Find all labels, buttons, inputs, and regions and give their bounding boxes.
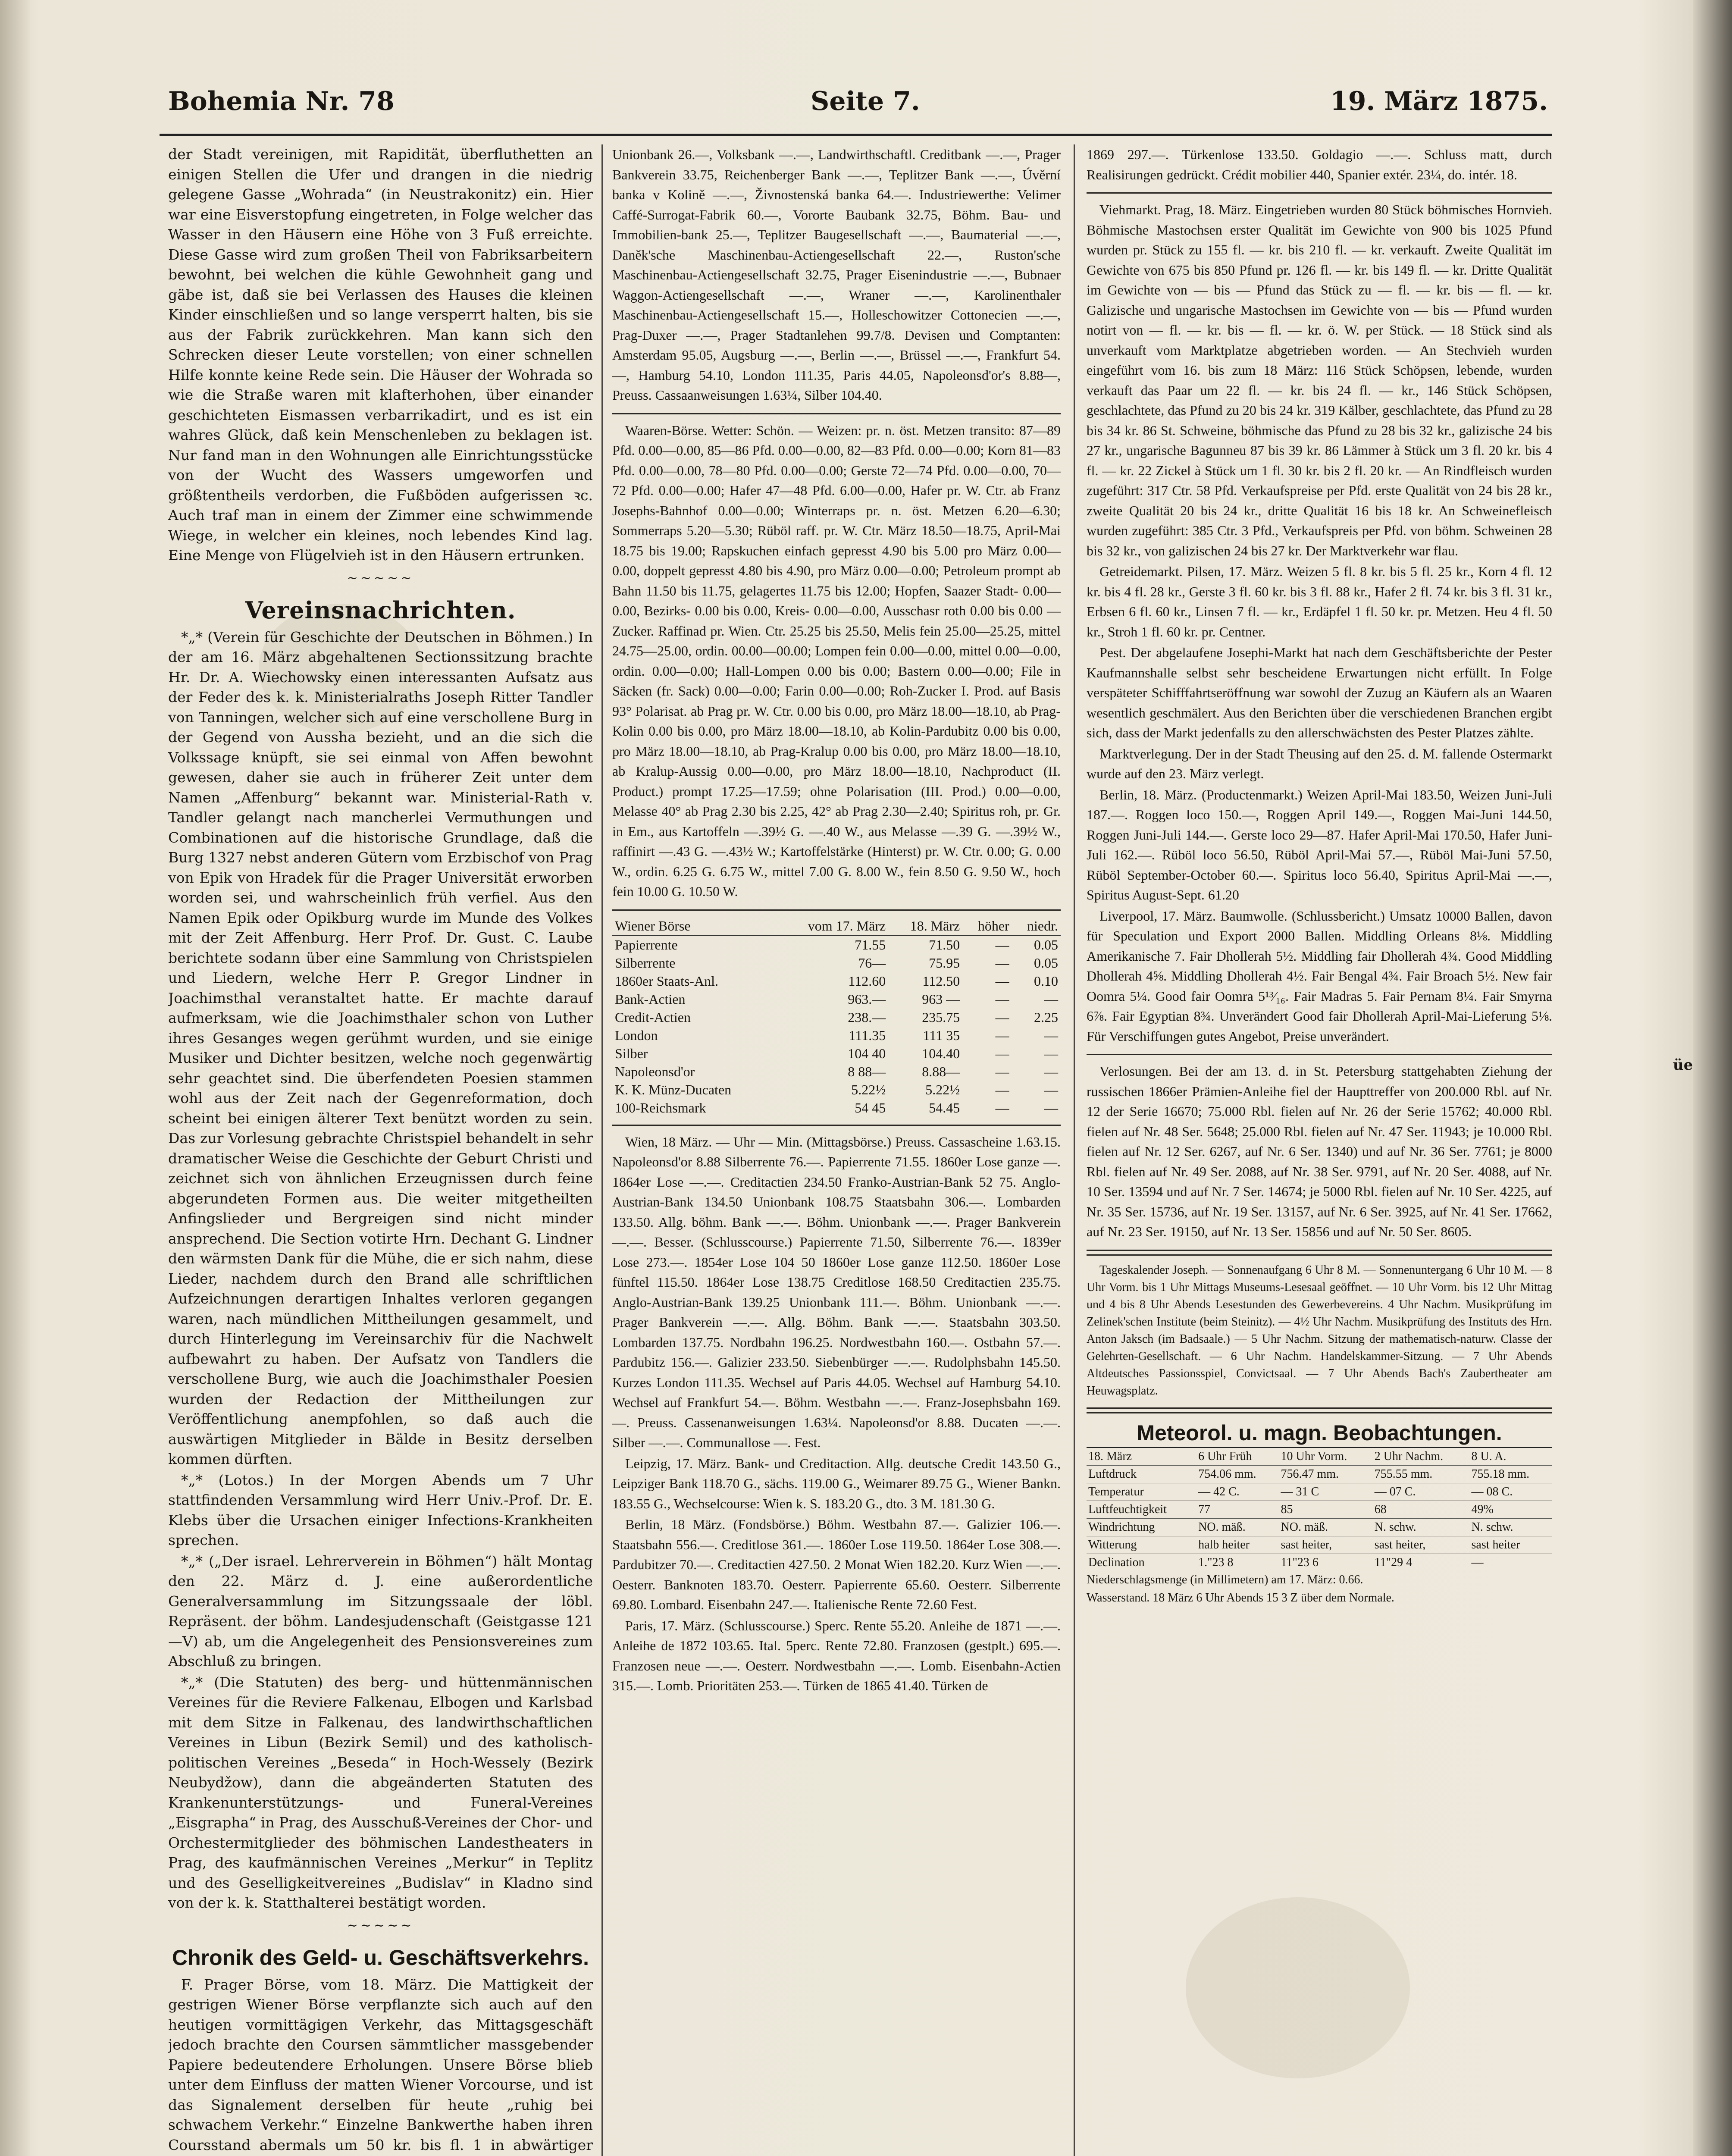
meteo-table [1087,1447,1552,1571]
table-cell: 111.35 [849,1027,886,1043]
table-cell: 68 [1373,1501,1470,1519]
article-berlin-producten: Berlin, 18. März. (Productenmarkt.) Weizen April-Mai 183.50, Weizen Juni-Juli 187.—. Roggen loco 150.—, Roggen April 149.—, Roggen Mai-Juni 144.50, Roggen Juni-Juli 144.—. Gerste loco 29—87. Hafer April-Mai 170.50, Hafer Juni-Juli 162.—. Rüböl loco 56.50, Rüböl April-Mai 57.—, Rüböl Mai-Juni 57.50, Rüböl September-October 60.—. Spiritus loco 56.40, Spiritus April-Mai —.—, Spiritus August-Sept. 61.20 [1087,787,1552,903]
table-cell: 77 [1196,1501,1279,1519]
table-cell: 71.50 [929,937,960,953]
table-cell: — 08 C. [1470,1483,1552,1501]
table-cell: 0.10 [1034,973,1058,989]
page-edge-right [1693,0,1732,2156]
table-cell: Napoleonsd'or [615,1063,695,1079]
separator-rule [612,413,1061,414]
table-cell: — 31 C [1279,1483,1373,1501]
article-prager-boerse: F. Prager Börse, vom 18. März. Die Mattigkeit der gestrigen Wiener Börse verpflanzte sich auch auf den heutigen vormittägigen Verkehr, das Mittagsgeschäft jedoch brachte den Coursen sämmtlicher massgebender Papiere bedeutendere Erholungen. Unsere Börse blieb unter dem Einfluss der matten Wiener Vorcourse, und ist das Signalement derselben für heute „ruhig bei schwachem Verkehr.“ Einzelne Bankwerthe haben ihren Coursstand abermals um 50 kr. bis fl. 1 in abwärtiger [168,1976,593,2153]
table-cell: — [995,1081,1009,1097]
table-cell: 104.40 [922,1045,960,1061]
table-cell: — [1044,1045,1058,1061]
table-cell: 5.22½ [851,1081,886,1097]
table-cell: — [995,1009,1009,1025]
separator-rule [612,1125,1061,1126]
table-cell: 1860er Staats-Anl. [615,973,718,989]
table-cell: 54 45 [855,1100,886,1116]
meteo-row [1087,1501,1552,1519]
table-cell: 100-Reichsmark [615,1100,706,1116]
table-header: vom 17. März [777,917,889,935]
table-cell: — [995,991,1009,1007]
table-row [612,1026,1061,1044]
article-getreidemarkt: Getreidemarkt. Pilsen, 17. März. Weizen 5 fl. 8 kr. bis 5 fl. 25 kr., Korn 4 fl. 12 kr. bis 4 fl. 28 kr., Gerste 3 fl. 60 kr. bis 3 fl. 88 kr., Hafer 2 fl. 74 kr. bis 3 fl. 31 kr., Erbsen 6 fl. 60 kr., Linsen 7 fl. — kr., Erdäpfel 1 fl. 50 kr. pr. Metzen. Heu 4 fl. 50 kr., Stroh 1 fl. 60 kr. pr. Centner. [1087,564,1552,639]
table-cell: 1."23 8 [1196,1554,1279,1572]
table-cell: 8 88— [848,1063,886,1079]
table-cell: — [995,973,1009,989]
table-cell: 49% [1470,1501,1552,1519]
article-berlin-fonds: Berlin, 18 März. (Fondsbörse.) Böhm. Westbahn 87.—. Galizier 106.—. Staatsbahn 556.—. Creditlose 361.—. 1860er Lose 119.50. 1864er Lose 308.—. Pardubitzer 70.—. Creditactien 427.50. 2 Monat Wien 182.20. Kurz Wien —.—. Oesterr. Banknoten 183.70. Oesterr. Papierrente 65.60. Oesterr. Silberrente 69.80. Lombard. Eisenbahn 247.—. Italienische Rente 72.60 Fest. [612,1517,1061,1612]
table-cell: 111 35 [923,1027,960,1043]
table-cell: 76— [858,955,886,971]
table-cell: 2.25 [1034,1009,1058,1025]
meteo-row [1087,1554,1552,1572]
table-cell: 755.18 mm. [1470,1466,1552,1483]
table-cell: — [995,1045,1009,1061]
table-cell: — [1044,1100,1058,1116]
table-cell: — [1470,1554,1552,1572]
table-cell: halb heiter [1196,1536,1279,1554]
article-pest: Pest. Der abgelaufene Josephi-Markt hat nach dem Geschäftsberichte der Pester Kaufmannshalle selbst sehr bescheidene Erwartungen nicht erfüllt. In Folge verspäteter Schifffahrtseröffnung war sowohl der Zuzug an Käufern als an Waaren wesentlich geschmälert. Aus den Berichten über die verschiedenen Branchen ergibt sich, dass der Markt jedenfalls zu den allerschwächsten des Pester Platzes zählte. [1087,645,1552,740]
table-header: niedr. [1012,917,1061,935]
meteo-row [1087,1448,1552,1466]
table-row [612,990,1061,1008]
table-cell: Temperatur [1087,1483,1196,1501]
article-wien: Wien, 18 März. — Uhr — Min. (Mittagsbörse.) Preuss. Cassascheine 1.63.15. Napoleonsd'or 8.88 Silberrente 76.—. Papierrente 71.55. 1860er Lose ganze —. 1864er Lose —.—. Creditactien 234.50 Franko-Austrian-Bank 52 75. Anglo-Austrian-Bank 134.50 Unionbank 108.75 Staatsbahn 306.—. Lombarden 133.50. Allg. böhm. Bank —.—. Böhm. Unionbank —.—. Prager Bankverein —.—. Besser. (Schlusscourse.) Papierrente 71.50, Silberrente 76.—. 1839er Lose 273.—. 1854er Lose 104 50 1860er Lose ganze 112.50. 1860er Lose fünftel 115.50. 1864er Lose 138.75 Creditlose 168.50 Creditactien 235.75. Anglo-Austrian-Bank 139.25 Unionbank 111.—. Böhm. Unionbank —.—. Prager Bankverein —.—. Allg. Böhm. Bank —.—. Staatsbahn 303.50. Lombarden 137.75. Nordbahn 196.25. Nordwestbahn 160.—. Ostbahn 57.—. Pardubitz 156.—. Galizier 233.50. Siebenbürger —.—. Rudolphsbahn 145.50. Kurzes London 111.35. Wechsel auf Paris 44.05. Wechsel auf Hamburg 54.10. Wechsel auf Frankfurt 54.—. Böhm. Westbahn —.—. Franz-Josephsbahn 169.—. Preuss. Cassenanweisungen 1.63¼. Napoleonsd'or 8.88. Ducaten —.—. Silber —.—. Communallose —. Fest. [612,1134,1061,1450]
table-row [612,954,1061,972]
table-cell: Papierrente [615,937,678,953]
table-cell: 963 — [922,991,960,1007]
table-cell: 112.60 [848,973,886,989]
page-number: Seite 7. [811,86,920,116]
table-cell: 18. März [1087,1448,1196,1466]
column-1 [168,144,593,2156]
separator-rule [612,909,1061,911]
separator-double-rule [1087,1407,1552,1413]
table-cell: N. schw. [1470,1519,1552,1536]
column-rule [601,144,603,2156]
meteo-precipitation: Niederschlagsmenge (in Millimetern) am 17. März: 0.66. [1087,1573,1363,1586]
table-cell: sast heiter [1470,1536,1552,1554]
separator-rule [1087,192,1552,194]
meteo-title: Meteorol. u. magn. Beobachtungen. [1137,1420,1502,1445]
column-3 [1087,144,1552,2156]
table-cell: Luftdruck [1087,1466,1196,1483]
table-row [612,1081,1061,1099]
meteo-row [1087,1483,1552,1501]
table-cell: NO. mäß. [1279,1519,1373,1536]
table-cell: — [995,1100,1009,1116]
table-row [612,935,1061,954]
newspaper-title: Bohemia Nr. 78 [168,86,395,116]
table-cell: 10 Uhr Vorm. [1279,1448,1373,1466]
article-liverpool: Liverpool, 17. März. Baumwolle. (Schlussbericht.) Umsatz 10000 Ballen, davon für Speculation und Export 2000 Ballen. Middling Orleans 8⅛. Middling Amerikanische 7. Fair Dhollerah 5½. Middling fair Dhollerah 4¾. Good Middling Dhollerah 4⅝. Middling Dhollerah 4½. Fair Bengal 4¾. Fair Broach 5½. New fair Oomra 5¼. Good fair Oomra 5¹³⁄₁₆. Fair Madras 5. Fair Pernam 8¼. Fair Smyrna 6⅞. Fair Egyptian 8¾. Unverändert Good fair Dhollerah April-Mai-Lieferung 5⅛. Für Verschiffungen gutes Angebot, Preise unverändert. [1087,908,1552,1044]
meteo-row [1087,1536,1552,1554]
section-title-chronik: Chronik des Geld- u. Geschäftsverkehrs. [172,1946,589,1970]
table-cell: 75.95 [929,955,960,971]
article-paris: Paris, 17. März. (Schlusscourse.) Sperc. Rente 55.20. Anleihe de 1871 —.—. Anleihe de 1872 103.65. Ital. 5perc. Rente 72.80. Franzosen (gestplt.) 695.—. Franzosen neue —.—. Oesterr. Nordwestbahn —.—. Lomb. Eisenbahn-Actien 315.—. Lomb. Prioritäten 253.—. Türken de 1865 41.40. Türken de [612,1617,1061,1693]
table-cell: — 42 C. [1196,1483,1279,1501]
separator-rule [1087,1054,1552,1055]
page-edge-left [0,0,30,2156]
table-cell: sast heiter, [1279,1536,1373,1554]
table-cell: NO. mäß. [1196,1519,1279,1536]
table-cell: 8 U. A. [1470,1448,1552,1466]
table-cell: Silber [615,1045,648,1061]
table-cell: 235.75 [922,1009,960,1025]
article-waaren-boerse: Waaren-Börse. Wetter: Schön. — Weizen: pr. n. öst. Metzen transito: 87—89 Pfd. 0.00—0.00, 85—86 Pfd. 0.00—0.00, 82—83 Pfd. 0.00—0.00; Korn 81—83 Pfd. 0.00—0.00, 78—80 Pfd. 0.00—0.00; Gerste 72—74 Pfd. 0.00—0.00, 70—72 Pfd. 0.00—0.00; Hafer 47—48 Pfd. 6.00—0.00, Hafer pr. W. Ctr. ab Franz Josephs-Bahnhof 0.00—0.00; Winterraps pr. n. öst. Metzen 6.20—6.30; Sommerraps 5.20—5.30; Rüböl raff. pr. W. Ctr. März 18.50—18.75, April-Mai 18.75 bis 19.00; Rapskuchen einfach gepresst 4.90 bis 5.00 pro März 0.00—0.00, doppelt gepresst 4.80 bis 4.90, pro März 0.00—0.00; Petroleum prompt ab Bahn 11.50 bis 11.75, gelagertes 11.75 bis 12.00; Hopfen, Saazer Stadt- 0.00—0.00, Bezirks- 0.00 bis 0.00, Kreis- 0.00—0.00, Ausschasr roth 0.00 bis 0.00 — Zucker. Raffinad pr. Wien. Ctr. 25.25 bis 25.50, Melis fein 25.00—25.25, mittel 24.75—25.00, ordin. 00.00—00.00; Lompen fein 0.00—0.00, mittel 0.00—0.00, ordin. 0.00—0.00; Hall-Lompen 0.00 bis 0.00; Bastern 0.00—0.00; File in Säcken (fr. Sack) 0.00—0.00; Farin 0.00—0.00; Roh-Zucker I. Prod. auf Basis 93° Polarisat. ab Prag pr. W. Ctr. 0.00 bis 0.00, pro März 18.00—18.10, ab Prag-Kolin 0.00 bis 0.00, pro März 18.00—18.10, ab Kolin-Pardubitz 0.00 bis 0.00, pro März 18.00—18.10, ab Prag-Kralup 0.00 bis 0.00, pro März 18.00—18.10, ab Kralup-Aussig 0.00—0.00, pro März 18.00—18.10, Nachproduct (II. Product.) prompt 17.25—17.59; ohne Polarisation (III. Prod.) 0.00—0.00, Melasse 40° ab Prag 2.30 bis 2.25, 42° ab Prag 2.30—2.40; Spiritus roh, pr. Gr. in Em., aus Kartoffeln —.39½ G. —.40 W., aus Melasse —.39 G. —.39½ W., raffinirt —.43 G. —.43½ W.; Kartoffelstärke (Hinterst) pr. W. Ctr. 0.00; G. 0.00 W., ordin. 6.25 G. 6.75 W., mittel 7.00 G. 8.00 W., fein 8.50 G. 9.50 W., hoch fein 10.00 G. 10.50 W. [612,422,1061,899]
article-verein-geschichte: *„* (Verein für Geschichte der Deutschen in Böhmen.) In der am 16. März abgehaltenen Sectionssitzung brachte Hr. Dr. A. Wiechowsky einen interessanten Aufsatz aus der Feder des k. k. Ministerialraths Joseph Ritter Tandler von Tanningen, welcher sich auf eine verschollene Burg in der Gegend von Aussha bezieht, und an die sich die Volkssage knüpft, sie sei einmal von Affen bewohnt gewesen, daher sie auch in früherer Zeit unter dem Namen „Affenburg“ bekannt war. Ministerial-Rath v. Tandler gelangt nach mancherlei Vermuthungen und Combinationen auf die historische Grundlage, daß die Burg 1327 nebst anderen Gütern vom Erzbischof von Prag von Epik von Hradek für die Prager Universität erworben worden sei, und wahrscheinlich früh verfiel. Aus den Namen Epik oder Opikburg wurde im Munde des Volkes mit der Zeit Affenburg. Herr Prof. Dr. Gust. C. Laube berichtete sodann über eine Sammlung von Christspielen und Liedern, welche Herr P. Gregor Lindner in Joachimsthal veranstaltet hatte. Er machte darauf aufmerksam, wie die Joachimsthaler schon von Luther ihres Gesanges wegen gerühmt wurden, und sie einige Musiker und Dichter besitzen, welche noch gegenwärtig sehr geachtet sind. Die überfendeten Poesien stammen wohl aus der Zeit nach der Gegenreformation, doch scheint bei einigen älterer Text benützt worden zu sein. Das zur Vorlesung gebrachte Christspiel behandelt in sehr dramatischer Weise die Geschichte der Geburt Christi und zeichnet sich von ähnlichen Erzeugnissen durch feine abgerundeten Formen aus. Die weiter mitgetheilten Anfingslieder und Bergreigen sind nicht minder ansprechend. Die Section votirte Hrn. Dechant G. Lindner den wärmsten Dank für die Mühe, die er sich nahm, diese Lieder, nachdem durch den Brand alle schriftlichen Aufzeichnungen derartigen Inhaltes verloren gegangen waren, nach mündlichen Mittheilungen gesammelt, und durch Hinterlegung im Vereinsarchiv für die Nachwelt aufbewahrt zu haben. Der Aufsatz von Tandlers die verschollene Burg, wie auch die Joachimsthaler Poesien wurden der Redaction der Mittheilungen zur Veröffentlichung anempfohlen, so daß auch die auswärtigen Mitglieder in Bälde in Besitz derselben kommen dürften. [168,628,593,1467]
table-cell: — [1044,1027,1058,1043]
article-paris-continued: 1869 297.—. Türkenlose 133.50. Goldagio —.—. Schluss matt, durch Realisirungen gedrückt. Crédit mobilier 440, Spanier extér. 23¼, do. intér. 18. [1087,147,1552,182]
table-row [612,972,1061,990]
table-cell: 8.88— [922,1063,960,1079]
issue-date: 19. März 1875. [1330,86,1548,116]
table-cell: Declination [1087,1554,1196,1572]
table-cell: 85 [1279,1501,1373,1519]
article-verlosungen: Verlosungen. Bei der am 13. d. in St. Petersburg stattgehabten Ziehung der russischen 1866er Prämien-Anleihe fiel der Haupttreffer von 200.000 Rbl. auf Nr. 12 der Serie 16670; 75.000 Rbl. fielen auf Nr. 26 der Serie 15762; 40.000 Rbl. fielen auf Nr. 48 Ser. 5648; 25.000 Rbl. fielen auf Nr. 47 Ser. 11943; je 10.000 Rbl. fielen auf Nr. 12 Ser. 6267, auf Nr. 6 Ser. 1340) und auf Nr. 36 Ser. 7761; je 8000 Rbl. fielen auf Nr. 49 Ser. 2088, auf Nr. 38 Ser. 9791, auf Nr. 20 Ser. 4088, auf Nr. 10 Ser. 13594 und auf Nr. 7 Ser. 14674; je 5000 Rbl. fielen auf Nr. 10 Ser. 4225, auf Nr. 35 Ser. 15736, auf Nr. 19 Ser. 13157, auf Nr. 6 Ser. 3925, auf Nr. 41 Ser. 17662, auf Nr. 23 Ser. 19150, auf Nr. 13 Ser. 15856 und auf Nr. 50 Ser. 8605. [1087,1063,1552,1239]
table-row [612,1099,1061,1117]
table-cell: 6 Uhr Früh [1196,1448,1279,1466]
article-lehrerverein: *„* („Der israel. Lehrerverein in Böhmen“) hält Montag den 22. März d. J. eine außerordentliche Generalversammlung im Sitzungssaale der löbl. Repräsent. der böhm. Landesjudenschaft (Geistgasse 121—V) ab, um die Angelegenheit des Pensionsvereines zum Abschluß zu bringen. [168,1552,593,1670]
table-cell: Bank-Actien [615,991,686,1007]
table-cell: Credit-Actien [615,1009,691,1025]
table-header: höher [962,917,1012,935]
separator-double-rule [1087,1250,1552,1256]
table-cell: 238.— [848,1009,886,1025]
table-cell: — [1044,1063,1058,1079]
page-header [168,86,1548,121]
table-cell: 71.55 [855,937,886,953]
header-rule [160,134,1552,136]
ornament-divider: ~~~~~ [347,570,414,586]
table-cell: London [615,1027,658,1043]
section-title-verein: Vereinsnachrichten. [245,596,516,624]
table-header-row [612,917,1061,935]
table-cell: — 07 C. [1373,1483,1470,1501]
table-cell: 5.22½ [925,1081,960,1097]
table-row [612,1008,1061,1026]
table-cell: 0.05 [1034,955,1058,971]
article-viehmarkt: Viehmarkt. Prag, 18. März. Eingetrieben wurden 80 Stück böhmisches Hornvieh. Böhmische Mastochsen erster Qualität im Gewichte von 900 bis 1025 Pfund wurden pr. Stück zu 155 fl. — kr. bis 210 fl. — kr. verkauft. Zweite Qualität im Gewichte von 675 bis 850 Pfund pr. 126 fl. — kr. bis 149 fl. — kr. Dritte Qualität im Gewichte von — bis — Pfund das Stück zu — fl. — kr. bis — fl. — kr. Galizische und ungarische Mastochsen im Gewichte von — bis — Pfund wurden notirt von — fl. — kr. bis — fl. — kr. ö. W. per Stück. — 18 Stück sind als unverkauft vom Marktplatze abgetrieben worden. — An Stechvieh wurden eingeführt vom 16. bis zum 18 März: 116 Stück Schöpsen, lebende, wurden verkauft das Paar um 22 fl. — kr. bis 24 fl. — kr., 146 Stück Schöpsen, geschlachtete, das Pfund zu 20 bis 24 kr. 319 Kälber, geschlachtete, das Pfund zu 28 bis 34 kr. 86 St. Schweine, böhmische das Pfund zu 28 bis 32 kr., galizische 24 bis 27 kr., ungarische Bagunneu 87 bis 39 kr. 86 Lämmer à Stück um 3 fl. 20 kr. bis 4 fl. — kr. 22 Zickel à Stück um 1 fl. 30 kr. bis 2 fl. 20 kr. — An Rindfleisch wurden zugeführt: 317 Ctr. 58 Pfd. Verkaufspreise per Pfd. erste Qualität von 24 bis 28 kr., zweite Qualität 20 bis 24 kr., dritte Qualität 16 bis 18 kr. An Schweinefleisch wurden zugeführt: 385 Ctr. 3 Pfd., Verkaufspreis per Pfd. von böhm. Schweinen 28 bis 32 kr., von galizischen 24 bis 27 kr. Der Marktverkehr war flau. [1087,202,1552,558]
article-statuten: *„* (Die Statuten) des berg- und hüttenmännischen Vereines für die Reviere Falkenau, Elbogen und Karlsbad mit dem Sitze in Falkenau, des landwirthschaftlichen Vereines in Libun (Bezirk Semil) und des katholisch-politischen Vereines „Beseda“ in Hoch-Wessely (Bezirk Neubydžow), dann die abgeänderten Statuten des Krankenunterstützungs- und Funeral-Vereines „Eisgrapha“ in Prag, des Ausschuß-Vereines der Chor- und Orchestermitglieder des böhmischen Landestheaters in Prag, des kaufmännischen Vereines „Merkur“ in Teplitz und des Geselligkeitvereines „Budislav“ in Kladno sind von der k. k. Statthalterei bestätigt worden. [168,1673,593,1911]
table-cell: sast heiter, [1373,1536,1470,1554]
table-row [612,1062,1061,1081]
article-marktverlegung: Marktverlegung. Der in der Stadt Theusing auf den 25. d. M. fallende Ostermarkt wurde auf den 23. März verlegt. [1087,746,1552,781]
article-leipzig: Leipzig, 17. März. Bank- und Creditaction. Allg. deutsche Credit 143.50 G., Leipziger Bank 118.70 G., sächs. 119.00 G., Weimarer 89.75 G., Wiener Bankn. 183.55 G., Wechselcourse: Wien k. S. 183.20 G., dto. 3 M. 181.30 G. [612,1455,1061,1511]
table-cell: 754.06 mm. [1196,1466,1279,1483]
table-cell: N. schw. [1373,1519,1470,1536]
table-cell: 756.47 mm. [1279,1466,1373,1483]
tageskalender: Tageskalender Joseph. — Sonnenaufgang 6 Uhr 8 M. — Sonnenuntergang 6 Uhr 10 M. — 8 Uhr Vorm. bis 1 Uhr Mittags Museums-Lesesaal geöffnet. — 10 Uhr Vorm. bis 12 Uhr Mittag und 4 bis 8 Uhr Abends Lesestunden des Gewerbevereins. 4 Uhr Nachm. Musikprüfung im Zelinek'schen Institute (beim Steinitz). — 4½ Uhr Nachm. Musikprüfung des Instituts des Hrn. Anton Jaksch (im Badsaale.) — 5 Uhr Nachm. Sitzung der mathematisch-naturw. Classe der Gelehrten-Gesellschaft. — 6 Uhr Nachm. Handelskammer-Sitzung. — 7 Uhr Abends Altdeutsches Passionsspiel, Convictsaal. — 7 Uhr Abends Bach's Zaubertheater am Heuwagsplatz. [1087,1263,1552,1398]
meteo-row [1087,1519,1552,1536]
table-cell: 11"29 4 [1373,1554,1470,1572]
table-cell: — [995,1027,1009,1043]
article-lotos: *„* (Lotos.) In der Morgen Abends um 7 Uhr stattfindenden Versammlung wird Herr Univ.-Prof. Dr. E. Klebs über die Ursachen einiger Infections-Krankheiten sprechen. [168,1471,593,1548]
table-cell: 112.50 [922,973,960,989]
table-cell: — [995,937,1009,953]
table-cell: 54.45 [929,1100,960,1116]
table-cell: 2 Uhr Nachm. [1373,1448,1470,1466]
wiener-boerse-table [612,917,1061,1117]
table-cell: 104 40 [848,1045,886,1061]
meteo-row [1087,1466,1552,1483]
table-header: Wiener Börse [612,917,777,935]
meteo-table-body [1087,1448,1552,1571]
column-2 [612,144,1061,2156]
column-rule [1074,144,1075,2156]
article-flood: der Stadt vereinigen, mit Rapidität, überfluthetten an einigen Stellen die Ufer und drangen in die niedrig gelegene Gasse „Wohrada“ (in Neustrakonitz) ein. Hier war eine Eisverstopfung eingetreten, in Folge welcher das Wasser in den Häusern eine Höhe von 3 Fuß erreichte. Diese Gasse wird zum großen Theil von Fabriksarbeitern bewohnt, bei welchen die kühle Gewohnheit gang und gäbe ist, daß sie bei Verlassen des Hauses die kleinen Kinder einschließen und so lange versperrt halten, bis sie aus der Fabrik zurückkehren. Man kann sich den Schrecken dieser Leute vorstellen; von einer schnellen Hilfe konnte keine Rede sein. Die Häuser der Wohrada so wie die Straße waren mit klafterhohen, über einander geschichteten Eismassen verbarrikadirt, und es ist ein wahres Glück, daß kein Menschenleben zu beklagen ist. Nur fand man in den Wohnungen alle Einrichtungsstücke von der Wucht des Wassers umgeworfen und größtentheils verdorben, die Fußböden aufgerissen ꝛc. Auch traf man in einem der Zimmer eine schwimmende Wiege, in welcher ein kleines, noch lebendes Kind lag. Eine Menge von Flügelvieh ist in den Häusern ertrunken. [168,146,593,564]
table-cell: — [995,1063,1009,1079]
table-header: 18. März [888,917,962,935]
table-cell: — [1044,1081,1058,1097]
article-boerse-continued: Unionbank 26.—, Volksbank —.—, Landwirthschaftl. Creditbank —.—, Prager Bankverein 33.75, Reichenberger Bank —.—, Teplitzer Bank —.—, Úvěrní banka v Kolině —.—, Živnostenská banka 64.—. Industriewerthe: Velimer Caffé-Surrogat-Fabrik 60.—, Vororte Baubank 32.75, Böhm. Bau- und Immobilien-bank 25.—, Teplitzer Baugesellschaft —.—, Baumaterial —.—, Daněk'sche Maschinenbau-Actiengesellschaft 22.—, Ruston'sche Maschinenbau-Actiengesellschaft 32.75, Prager Eisenindustrie —.—, Bubnaer Waggon-Actiengesellschaft —.—, Wraner —.—, Karolinenthaler Maschinenbau-Actiengesellschaft 15.—, Holleschowitzer Cottonecien —.—, Prag-Duxer —.—, Prager Stadtanlehen 99.7/8. Devisen und Comptanten: Amsterdam 95.05, Augsburg —.—, Berlin —.—, Brüssel —.—, Frankfurt 54.—, Hamburg 54.10, London 111.35, Paris 44.05, Napoleonsd'or's 8.88—, Preuss. Cassaanweisungen 1.63¼, Silber 104.40. [612,147,1061,403]
ornament-divider: ~~~~~ [347,1918,414,1933]
meteo-water-level: Wasserstand. 18 März 6 Uhr Abends 15 3 Z über dem Normale. [1087,1591,1394,1604]
table-cell: 0.05 [1034,937,1058,953]
margin-mark: üe [1673,1056,1693,1074]
table-cell: 11"23 6 [1279,1554,1373,1572]
table-cell: Luftfeuchtigkeit [1087,1501,1196,1519]
table-cell: Silberrente [615,955,676,971]
table-row [612,1044,1061,1062]
table-cell: Windrichtung [1087,1519,1196,1536]
wiener-boerse-table-body [612,935,1061,1117]
table-cell: — [1044,991,1058,1007]
table-cell: Witterung [1087,1536,1196,1554]
table-cell: — [995,955,1009,971]
table-cell: K. K. Münz-Ducaten [615,1081,732,1097]
table-cell: 963.— [848,991,886,1007]
table-cell: 755.55 mm. [1373,1466,1470,1483]
